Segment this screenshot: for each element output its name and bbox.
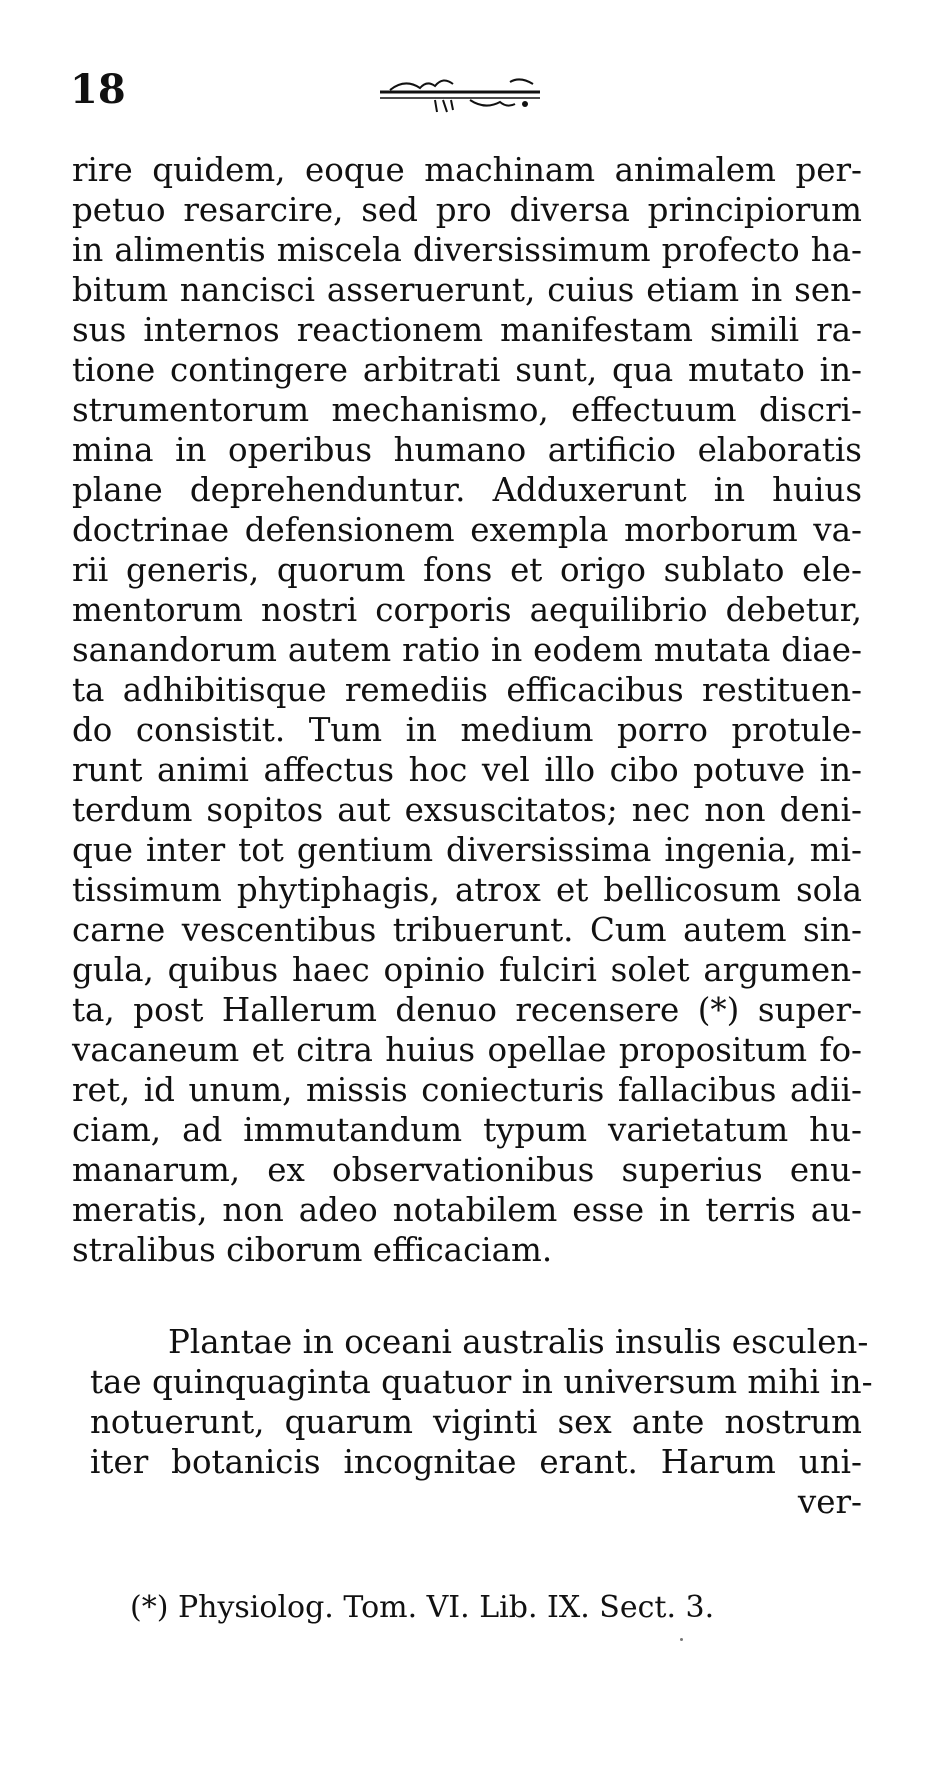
page-number: 18 (70, 66, 126, 113)
paragraph-plantae (90, 1322, 873, 1522)
text-line: stralibus ciborum efficaciam. (72, 1231, 553, 1269)
text-line: terdum sopitos aut exsuscitatos; nec non deni- (72, 791, 862, 829)
text-line: mina in operibus humano artificio elaboratis (72, 431, 862, 469)
footnote: (*) Physiolog. Tom. VI. Lib. IX. Sect. 3. (130, 1590, 715, 1625)
print-speck (680, 1638, 683, 1641)
text-line: strumentorum mechanismo, effectuum discri- (72, 391, 862, 429)
text-line: ret, id unum, missis coniecturis fallacibus adii- (72, 1071, 862, 1109)
text-line: tione contingere arbitrati sunt, qua mutato in- (72, 351, 862, 389)
text-line: rire quidem, eoque machinam animalem per- (72, 151, 862, 189)
text-line: doctrinae defensionem exempla morborum va- (72, 511, 862, 549)
paragraph-main (72, 150, 862, 1270)
text-line: sus internos reactionem manifestam simili ra- (72, 311, 862, 349)
text-line: ciam, ad immutandum typum varietatum hu- (72, 1111, 862, 1149)
text-line: manarum, ex observationibus superius enu- (72, 1151, 862, 1189)
text-line: tae quinquaginta quatuor in universum mihi in- (90, 1363, 873, 1401)
text-line: sanandorum autem ratio in eodem mutata diae- (72, 631, 862, 669)
text-line: iter botanicis incognitae erant. Harum uni- (90, 1443, 862, 1481)
text-line: ta adhibitisque remediis efficacibus restituen- (72, 671, 862, 709)
catchword: ver- (797, 1483, 862, 1521)
text-line: runt animi affectus hoc vel illo cibo potuve in- (72, 751, 862, 789)
text-line: que inter tot gentium diversissima ingenia, mi- (72, 831, 862, 869)
text-line: tissimum phytiphagis, atrox et bellicosum sola (72, 871, 862, 909)
text-line: do consistit. Tum in medium porro protule- (72, 711, 862, 749)
text-line: rii generis, quorum fons et origo sublato ele- (72, 551, 862, 589)
text-line: petuo resarcire, sed pro diversa principiorum (72, 191, 862, 229)
text-line: mentorum nostri corporis aequilibrio debetur, (72, 591, 862, 629)
text-line: plane deprehenduntur. Adduxerunt in huius (72, 471, 862, 509)
text-line: notuerunt, quarum viginti sex ante nostrum (90, 1403, 862, 1441)
text-line: meratis, non adeo notabilem esse in terris au- (72, 1191, 862, 1229)
text-line: bitum nancisci asseruerunt, cuius etiam in sen- (72, 271, 862, 309)
decorative-headpiece-icon (375, 70, 545, 120)
text-line: carne vescentibus tribuerunt. Cum autem sin- (72, 911, 862, 949)
text-line: Plantae in oceani australis insulis esculen- (168, 1323, 869, 1361)
text-line: in alimentis miscela diversissimum profecto ha- (72, 231, 862, 269)
text-line: ta, post Hallerum denuo recensere (*) super- (72, 991, 862, 1029)
text-line: vacaneum et citra huius opellae propositum fo- (72, 1031, 862, 1069)
text-line: gula, quibus haec opinio fulciri solet argumen- (72, 951, 862, 989)
